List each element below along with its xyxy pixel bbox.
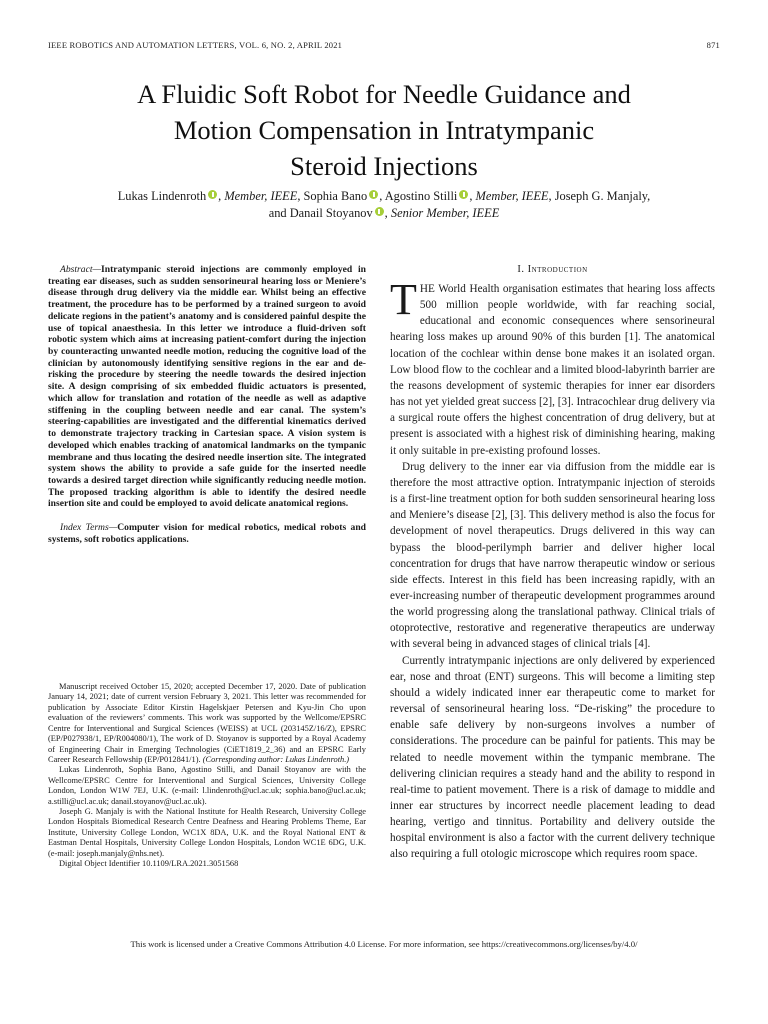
page-number: 871 xyxy=(706,40,720,50)
title-line-1: A Fluidic Soft Robot for Needle Guidance and xyxy=(137,79,631,109)
orcid-icon[interactable] xyxy=(375,207,384,216)
index-terms xyxy=(48,522,366,545)
doi[interactable]: Digital Object Identifier 10.1109/LRA.2021.3051568 xyxy=(59,859,239,869)
index-terms-label: Index Terms— xyxy=(60,522,118,534)
paper-title xyxy=(48,76,720,184)
author-role: Member, IEEE xyxy=(475,189,549,203)
abstract xyxy=(48,264,366,510)
right-column xyxy=(390,264,715,863)
author-line-2: and Danail Stoyanov , Senior Member, IEEE xyxy=(268,206,500,220)
author-role: Member, IEEE xyxy=(224,189,298,203)
section-heading: I. Introduction xyxy=(517,264,588,275)
author-name: Sophia Bano xyxy=(303,189,368,203)
author-name: Lukas Lindenroth xyxy=(117,189,207,203)
intro-paragraph-1-text: HE World Health organisation estimates that hearing loss affects 500 million people worldwide, with far reaching social, educational and economic consequences where sensorineural hearing loss makes up around 90% of this burden [1]. The anatomical location of the cochlear within dense bone makes it an isolated organ. Low blood flow to the cochlear and a limited blood-labyrinth barrier are the reasons development of systemic therapies for inner ear disorders has not yet yielded great success [2], [3]. Intracochlear drug delivery via a surgical route offers the highest concentration of drug delivery, but at present is associated with a highest risk of diminishing hearing, making it only suitable in pre-existing profound losses. xyxy=(390,283,715,457)
abstract-text: Intratympanic steroid injections are commonly employed in treating ear diseases, such as sudden sensorineural hearing loss or Meniere’s disease through drug delivery via the middle ear. Whilst being an effective treatment, the procedure has to be performed by a trained surgeon to avoid delicate regions in the patient’s anatomy and is considered painful despite the use of topical anaesthesia. In this letter we introduce a fluid-driven soft robotic system which aims at increasing patient-comfort during the injection by counteracting unwanted needle motion, reducing the cognitive load of the clinician by autonomously identifying sensitive regions in the ear and de-risking the procedure by steering the needle towards the desired injection site. A design comprising of six embedded fluidic actuators is presented, which allow for translation and rotation of the needle as well as adaptive stiffening in the coupling between needle and ear canal. The system’s steering-capabilities are investigated and the differential kinematics derived to demonstrate trajectory tracking in Cartesian space. A vision system is developed which enables tracking of anatomical landmarks on the tympanic membrane and thus locating the desired needle insertion site. The integrated system shows the ability to provide a safe guide for the inserted needle towards a desired target direction while significantly reducing needle motion. The proposed tracking algorithm is able to identify the desired needle insertion site and could be employed to avoid delicate anatomical regions. xyxy=(48,264,366,510)
footnote-affiliation-2: Joseph G. Manjaly is with the National Institute for Health Research, University College London Hospitals Biomedical Research Centre Deafness and Hearing Problems Theme, Ear Institute, University College London, WC1X 8DA, U.K. and the Royal National ENT & Eastman Dental Hospitals, University College London Hospitals, London WC1E 6DG, U.K. (e-mail: joseph.manjaly@nhs.net). xyxy=(48,807,366,858)
author-name: Joseph G. Manjaly, xyxy=(554,189,651,203)
orcid-icon[interactable] xyxy=(459,190,468,199)
author-name: Agostino Stilli xyxy=(384,189,458,203)
license-notice: This work is licensed under a Creative Commons Attribution 4.0 License. For more information, see https://creativecommons.org/licenses/by/4.0/ xyxy=(130,939,638,949)
intro-paragraph-3: Currently intratympanic injections are only delivered by experienced ear, nose and throat (ENT) surgeons. This will become a limiting step should a widely indicated inner ear therapeutic come to market for reversal of sensorineural hearing loss. “De-risking” the procedure to enable safe delivery by non-surgeons involves a number of considerations. The procedure can be painful for patients. This may be related to needle movement within the tympanic membrane. The delivering clinician requires a steady hand and the ability to respond in real-time to patient movement. There is a risk of damage to middle and inner ear structures by incorrect needle placement leading to dead hearing, vertigo and tinnitus. Portability and delivery outside the hospital environment is also a factor with the current delivery technique also requiring a full otologic microscope which requires room space. xyxy=(390,654,715,861)
author-name: Danail Stoyanov xyxy=(289,206,373,220)
footnote-affiliation-1: Lukas Lindenroth, Sophia Bano, Agostino Stilli, and Danail Stoyanov are with the Wellcome/EPSRC Centre for Interventional and Surgical Sciences, University College London, London W1W 7EJ, U.K. (e-mail: l.lindenroth@ucl.ac.uk; sophia.bano@ucl.ac.uk; a.stilli@ucl.ac.uk; danail.stoyanov@ucl.ac.uk). xyxy=(48,765,366,806)
footnote-manuscript-text: Manuscript received October 15, 2020; accepted December 17, 2020. Date of publication January 14, 2021; date of current version February 3, 2021. This letter was recommended for publication by Associate Editor Kirstin Hagelskjaer Petersen and Kyu-Jin Cho upon evaluation of the reviewers’ comments. This work was supported by the Wellcome/EPSRC Centre for Interventional and Surgical Sciences (WEISS) at UCL (203145Z/16/Z), EPSRC (EP/P027938/1, EP/R004080/1), The work of D. Stoyanov is supported by a Royal Academy of Engineering Chair in Emerging Technologies (CiET1819_2_36) and an EPSRC Early Career Research Fellowship (EP/P012841/1). xyxy=(48,682,366,764)
abstract-label: Abstract— xyxy=(60,264,102,275)
and-word: and xyxy=(268,206,287,220)
author-list xyxy=(48,188,720,222)
author-line-1: Lukas Lindenroth , Member, IEEE, Sophia Bano , Agostino Stilli , Member, IEEE, Joseph G. Manjaly, xyxy=(117,189,651,203)
orcid-icon[interactable] xyxy=(369,190,378,199)
left-column xyxy=(48,264,366,555)
index-terms-text: Computer vision for medical robotics, medical robots and systems, soft robotics applications. xyxy=(48,522,366,545)
intro-paragraph-1 xyxy=(390,275,715,459)
journal-header: IEEE ROBOTICS AND AUTOMATION LETTERS, VOL. 6, NO. 2, APRIL 2021 xyxy=(48,40,343,50)
corresponding-author: (Corresponding author: Lukas Lindenroth.) xyxy=(202,754,350,764)
author-role: Senior Member, IEEE xyxy=(390,206,500,220)
footnotes xyxy=(48,682,366,870)
running-header xyxy=(48,40,720,54)
intro-paragraph-2: Drug delivery to the inner ear via diffusion from the middle ear is therefore the most attractive option. Intratympanic injection of steroids is a first-line treatment option for both sudden sensorineural hearing loss and Meniere’s disease [2], [3]. This delivery method is also the focus for development of novel therapeutics. Drugs delivered in this way can bypass the blood-perilymph barrier and deliver higher local concentration for drugs that have narrow therapeutic window or serious side effects. Interest in this field has been increasing rapidly, with an ever-increasing number of therapeutic development programmes around the world progressing along the translational pathway. Clinical trials of otoprotective, restorative and regenerative therapeutics are underway with several being in advanced stages of clinical trials [4]. xyxy=(390,460,715,651)
title-line-2: Motion Compensation in Intratympanic xyxy=(173,115,595,145)
footnote-manuscript xyxy=(48,682,366,765)
drop-cap: T xyxy=(390,275,417,324)
title-line-3: Steroid Injections xyxy=(290,151,478,181)
orcid-icon[interactable] xyxy=(208,190,217,199)
